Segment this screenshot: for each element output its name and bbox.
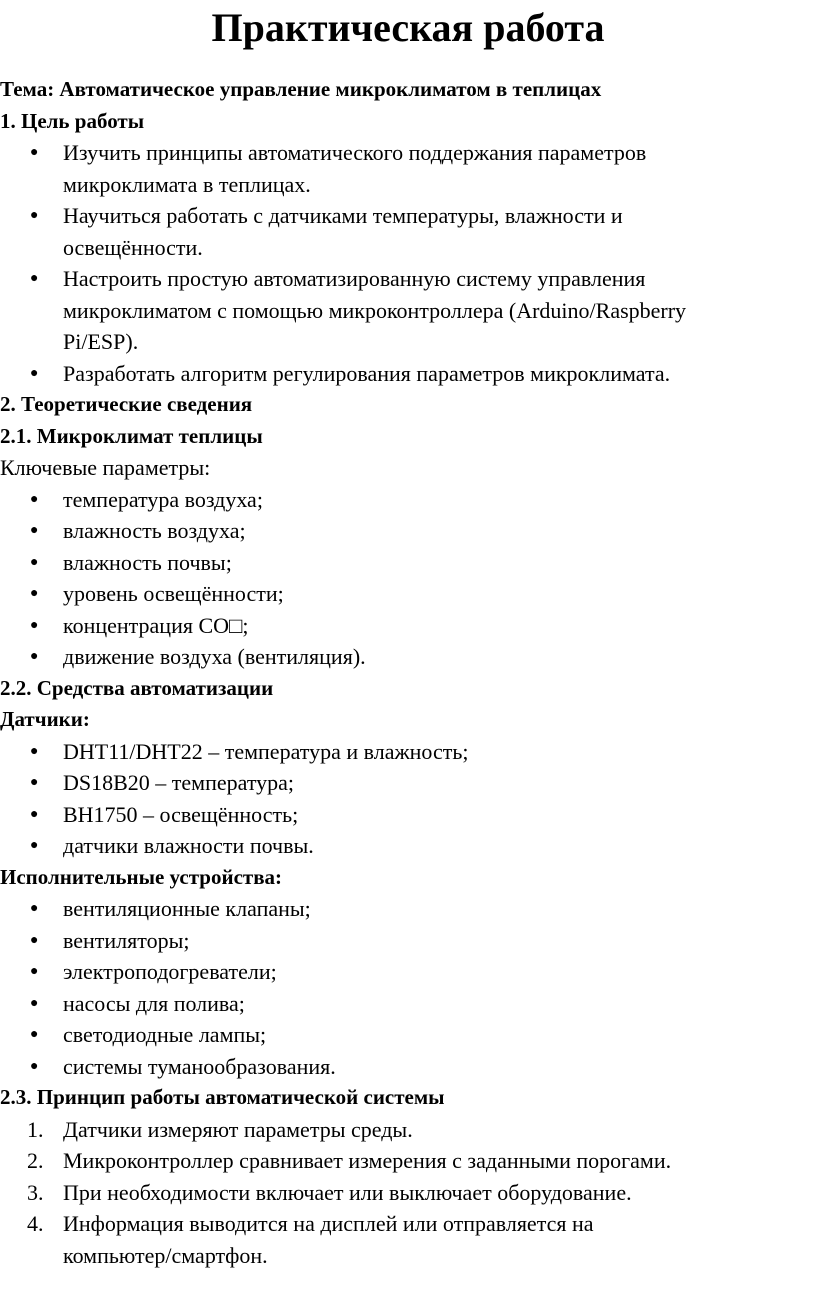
actuator-item: ● вентиляционные клапаны; (0, 893, 816, 925)
bullet-icon: ● (30, 271, 39, 286)
step-item: 3. При необходимости включает или выключает оборудование. (0, 1177, 816, 1209)
bullet-icon: ● (30, 617, 39, 633)
parameter-item: ● концентрация CO□; (0, 610, 816, 642)
section-2-1-heading: 2.1. Микроклимат теплицы (0, 423, 263, 448)
section-2-3-heading: 2.3. Принцип работы автоматической системы (0, 1085, 445, 1109)
actuator-item: ● электроподогреватели; (0, 956, 816, 988)
bullet-icon: ● (30, 775, 39, 790)
step-number: 4. (27, 1211, 44, 1236)
bullet-icon: ● (30, 1058, 39, 1074)
step-number: 3. (27, 1179, 44, 1205)
bullet-icon: ● (30, 586, 39, 601)
step-item: 2. Микроконтроллер сравнивает измерения с заданными порогами. (0, 1145, 816, 1177)
bullet-icon: ● (30, 365, 39, 381)
parameter-item: ● температура воздуха; (0, 484, 816, 516)
parameter-item: ● движение воздуха (вентиляция). (0, 641, 816, 673)
step-number: 1. (27, 1116, 44, 1142)
actuator-item: ● системы туманообразования. (0, 1051, 816, 1083)
bullet-icon: ● (30, 964, 39, 979)
bullet-icon: ● (30, 995, 39, 1011)
goal-item: ● Научиться работать с датчиками температуры, влажности и освещённости. (0, 200, 816, 263)
parameter-item: ● уровень освещённости; (0, 578, 816, 610)
bullet-icon: ● (30, 145, 39, 160)
goal-item: ● Настроить простую автоматизированную систему управления микроклиматом с помощью микроконтроллера (Arduino/Raspberry Pi/ESP). (0, 263, 816, 358)
sensor-item: ● BH1750 – освещённость; (0, 799, 816, 831)
section-2-2-heading: 2.2. Средства автоматизации (0, 675, 274, 700)
sensors-heading: Датчики: (0, 707, 90, 731)
goals-list (0, 137, 816, 389)
parameter-item: ● влажность воздуха; (0, 515, 816, 547)
section-1-heading: 1. Цель работы (0, 108, 145, 133)
actuators-list (0, 893, 816, 1082)
sensor-item: ● DS18B20 – температура; (0, 767, 816, 799)
parameters-list (0, 484, 816, 673)
topic-heading: Тема: Автоматическое управление микроклиматом в теплицах (0, 77, 602, 101)
bullet-icon: ● (30, 523, 39, 538)
bullet-icon: ● (30, 806, 39, 822)
bullet-icon: ● (30, 554, 39, 570)
bullet-icon: ● (30, 649, 39, 664)
bullet-icon: ● (30, 743, 39, 759)
goal-item: ● Разработать алгоритм регулирования параметров микроклимата. (0, 358, 816, 390)
goal-item: ● Изучить принципы автоматического поддержания параметров микроклимата в теплицах. (0, 137, 816, 200)
steps-list (0, 1114, 816, 1272)
parameters-intro: Ключевые параметры: (0, 455, 211, 480)
bullet-icon: ● (30, 208, 39, 223)
actuator-item: ● светодиодные лампы; (0, 1019, 816, 1051)
bullet-icon: ● (30, 838, 39, 853)
actuator-item: ● насосы для полива; (0, 988, 816, 1020)
parameter-item: ● влажность почвы; (0, 547, 816, 579)
actuator-item: ● вентиляторы; (0, 925, 816, 957)
page-title: Практическая работа (211, 5, 605, 50)
sensors-list (0, 736, 816, 862)
step-number: 2. (27, 1148, 44, 1173)
section-2-heading: 2. Теоретические сведения (0, 392, 253, 416)
bullet-icon: ● (30, 932, 39, 948)
bullet-icon: ● (30, 491, 39, 507)
sensor-item: ● DHT11/DHT22 – температура и влажность; (0, 736, 816, 768)
bullet-icon: ● (30, 901, 39, 916)
step-item: 1. Датчики измеряют параметры среды. (0, 1114, 816, 1146)
actuators-heading: Исполнительные устройства: (0, 864, 283, 889)
step-item: 4. Информация выводится на дисплей или отправляется на компьютер/смартфон. (0, 1208, 816, 1271)
sensor-item: ● датчики влажности почвы. (0, 830, 816, 862)
bullet-icon: ● (30, 1027, 39, 1042)
document-body (0, 74, 816, 1271)
